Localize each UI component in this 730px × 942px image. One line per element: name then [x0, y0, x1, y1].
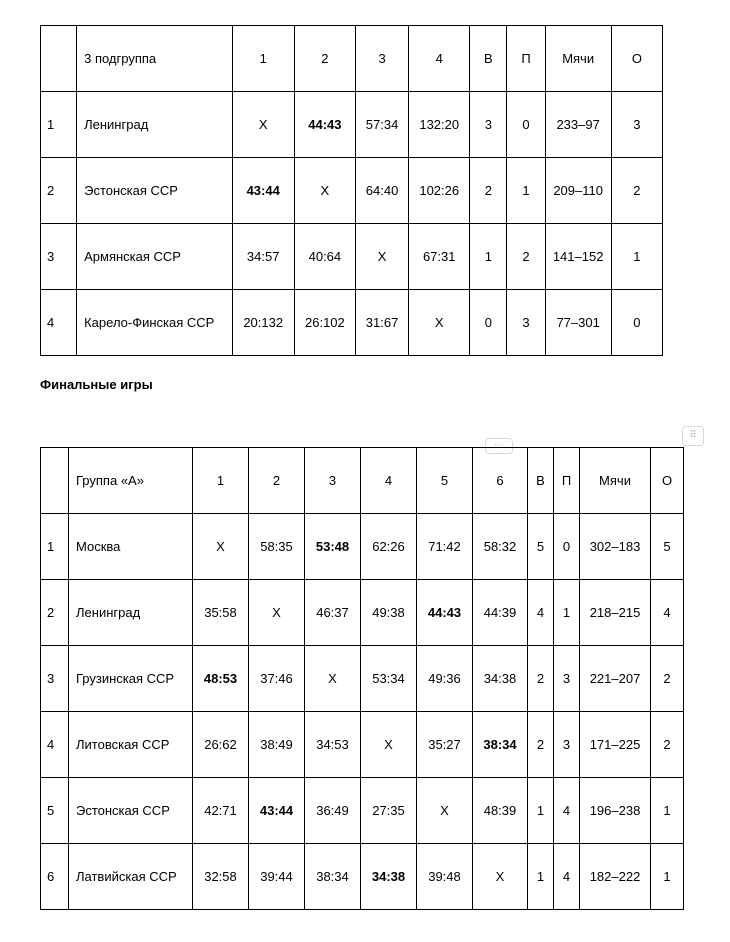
score-cell: 43:44 — [249, 778, 305, 844]
header-cell: П — [554, 448, 580, 514]
score-cell: 58:32 — [473, 514, 528, 580]
score-cell: 44:39 — [473, 580, 528, 646]
table-row — [41, 514, 684, 580]
score-cell: 44:43 — [294, 92, 355, 158]
header-cell: В — [528, 448, 554, 514]
points-cell: 2 — [611, 158, 662, 224]
wins-cell: 1 — [528, 778, 554, 844]
balls-cell: 302–183 — [580, 514, 651, 580]
team-name: Ленинград — [77, 92, 233, 158]
header-cell: О — [651, 448, 684, 514]
table-move-handle-icon[interactable]: ⠿ — [682, 426, 704, 446]
balls-cell: 218–215 — [580, 580, 651, 646]
score-cell: 53:48 — [305, 514, 361, 580]
team-name: Эстонская ССР — [69, 778, 193, 844]
table-row — [41, 580, 684, 646]
rank-cell: 3 — [41, 224, 77, 290]
balls-cell: 209–110 — [545, 158, 611, 224]
wins-cell: 0 — [470, 290, 507, 356]
rank-cell: 1 — [41, 92, 77, 158]
points-cell: 2 — [651, 646, 684, 712]
score-cell: 48:39 — [473, 778, 528, 844]
rank-cell: 2 — [41, 158, 77, 224]
score-cell: 40:64 — [294, 224, 355, 290]
table-row — [41, 778, 684, 844]
score-cell: 38:49 — [249, 712, 305, 778]
score-cell: 132:20 — [409, 92, 470, 158]
header-cell: Мячи — [545, 26, 611, 92]
header-cell: 1 — [193, 448, 249, 514]
rank-cell: 5 — [41, 778, 69, 844]
score-cell: Х — [294, 158, 355, 224]
score-cell: 57:34 — [355, 92, 408, 158]
wins-cell: 2 — [528, 646, 554, 712]
score-cell: Х — [249, 580, 305, 646]
rank-cell: 1 — [41, 514, 69, 580]
balls-cell: 182–222 — [580, 844, 651, 910]
points-cell: 2 — [651, 712, 684, 778]
wins-cell: 1 — [470, 224, 507, 290]
score-cell: Х — [193, 514, 249, 580]
score-cell: 26:102 — [294, 290, 355, 356]
team-name: Ленинград — [69, 580, 193, 646]
rank-cell: 4 — [41, 290, 77, 356]
rank-cell: 3 — [41, 646, 69, 712]
team-name: Латвийская ССР — [69, 844, 193, 910]
score-cell: 31:67 — [355, 290, 408, 356]
table-row — [41, 844, 684, 910]
score-cell: 34:38 — [473, 646, 528, 712]
header-cell: Мячи — [580, 448, 651, 514]
points-cell: 1 — [651, 844, 684, 910]
score-cell: Х — [417, 778, 473, 844]
subgroup-3-table — [40, 25, 663, 356]
losses-cell: 1 — [554, 580, 580, 646]
score-cell: 44:43 — [417, 580, 473, 646]
team-name: Литовская ССР — [69, 712, 193, 778]
points-cell: 0 — [611, 290, 662, 356]
table-row — [41, 158, 663, 224]
table-header-row — [41, 448, 684, 514]
team-name: Армянская ССР — [77, 224, 233, 290]
table-drag-handle-icon[interactable]: ⋯ — [485, 438, 513, 454]
header-cell — [41, 448, 69, 514]
wins-cell: 1 — [528, 844, 554, 910]
losses-cell: 3 — [554, 646, 580, 712]
team-name: Москва — [69, 514, 193, 580]
score-cell: Х — [232, 92, 294, 158]
balls-cell: 171–225 — [580, 712, 651, 778]
losses-cell: 0 — [554, 514, 580, 580]
team-name: Эстонская ССР — [77, 158, 233, 224]
losses-cell: 1 — [507, 158, 545, 224]
table-row — [41, 646, 684, 712]
header-cell: 4 — [409, 26, 470, 92]
score-cell: 62:26 — [361, 514, 417, 580]
section-heading: Финальные игры — [40, 377, 153, 392]
score-cell: 38:34 — [473, 712, 528, 778]
points-cell: 4 — [651, 580, 684, 646]
score-cell: 49:36 — [417, 646, 473, 712]
losses-cell: 0 — [507, 92, 545, 158]
score-cell: 48:53 — [193, 646, 249, 712]
team-name: Грузинская ССР — [69, 646, 193, 712]
balls-cell: 141–152 — [545, 224, 611, 290]
header-cell: 1 — [232, 26, 294, 92]
header-cell: Группа «А» — [69, 448, 193, 514]
header-cell: 4 — [361, 448, 417, 514]
score-cell: 34:38 — [361, 844, 417, 910]
score-cell: Х — [473, 844, 528, 910]
losses-cell: 4 — [554, 778, 580, 844]
header-cell: О — [611, 26, 662, 92]
score-cell: Х — [361, 712, 417, 778]
wins-cell: 5 — [528, 514, 554, 580]
header-cell: 2 — [294, 26, 355, 92]
score-cell: 32:58 — [193, 844, 249, 910]
losses-cell: 3 — [507, 290, 545, 356]
score-cell: 102:26 — [409, 158, 470, 224]
score-cell: 39:48 — [417, 844, 473, 910]
score-cell: 42:71 — [193, 778, 249, 844]
balls-cell: 196–238 — [580, 778, 651, 844]
header-cell: П — [507, 26, 545, 92]
balls-cell: 77–301 — [545, 290, 611, 356]
group-a-table — [40, 447, 684, 910]
losses-cell: 3 — [554, 712, 580, 778]
score-cell: Х — [355, 224, 408, 290]
header-cell: 5 — [417, 448, 473, 514]
score-cell: 26:62 — [193, 712, 249, 778]
table-row — [41, 712, 684, 778]
score-cell: 46:37 — [305, 580, 361, 646]
score-cell: 39:44 — [249, 844, 305, 910]
score-cell: 34:53 — [305, 712, 361, 778]
points-cell: 3 — [611, 92, 662, 158]
score-cell: 64:40 — [355, 158, 408, 224]
score-cell: 35:58 — [193, 580, 249, 646]
header-cell: 6 — [473, 448, 528, 514]
rank-cell: 4 — [41, 712, 69, 778]
wins-cell: 2 — [470, 158, 507, 224]
points-cell: 1 — [611, 224, 662, 290]
rank-cell: 2 — [41, 580, 69, 646]
header-cell: 3 подгруппа — [77, 26, 233, 92]
team-name: Карело-Финская ССР — [77, 290, 233, 356]
score-cell: Х — [305, 646, 361, 712]
table-header-row — [41, 26, 663, 92]
score-cell: 35:27 — [417, 712, 473, 778]
losses-cell: 2 — [507, 224, 545, 290]
score-cell: 34:57 — [232, 224, 294, 290]
score-cell: 67:31 — [409, 224, 470, 290]
score-cell: 27:35 — [361, 778, 417, 844]
losses-cell: 4 — [554, 844, 580, 910]
header-cell: 2 — [249, 448, 305, 514]
points-cell: 1 — [651, 778, 684, 844]
balls-cell: 233–97 — [545, 92, 611, 158]
header-cell: В — [470, 26, 507, 92]
score-cell: Х — [409, 290, 470, 356]
wins-cell: 3 — [470, 92, 507, 158]
score-cell: 53:34 — [361, 646, 417, 712]
score-cell: 49:38 — [361, 580, 417, 646]
score-cell: 38:34 — [305, 844, 361, 910]
header-cell — [41, 26, 77, 92]
rank-cell: 6 — [41, 844, 69, 910]
wins-cell: 4 — [528, 580, 554, 646]
score-cell: 37:46 — [249, 646, 305, 712]
table-row — [41, 92, 663, 158]
score-cell: 71:42 — [417, 514, 473, 580]
score-cell: 43:44 — [232, 158, 294, 224]
score-cell: 36:49 — [305, 778, 361, 844]
header-cell: 3 — [355, 26, 408, 92]
score-cell: 58:35 — [249, 514, 305, 580]
header-cell: 3 — [305, 448, 361, 514]
table-row — [41, 224, 663, 290]
wins-cell: 2 — [528, 712, 554, 778]
score-cell: 20:132 — [232, 290, 294, 356]
table-row — [41, 290, 663, 356]
balls-cell: 221–207 — [580, 646, 651, 712]
points-cell: 5 — [651, 514, 684, 580]
